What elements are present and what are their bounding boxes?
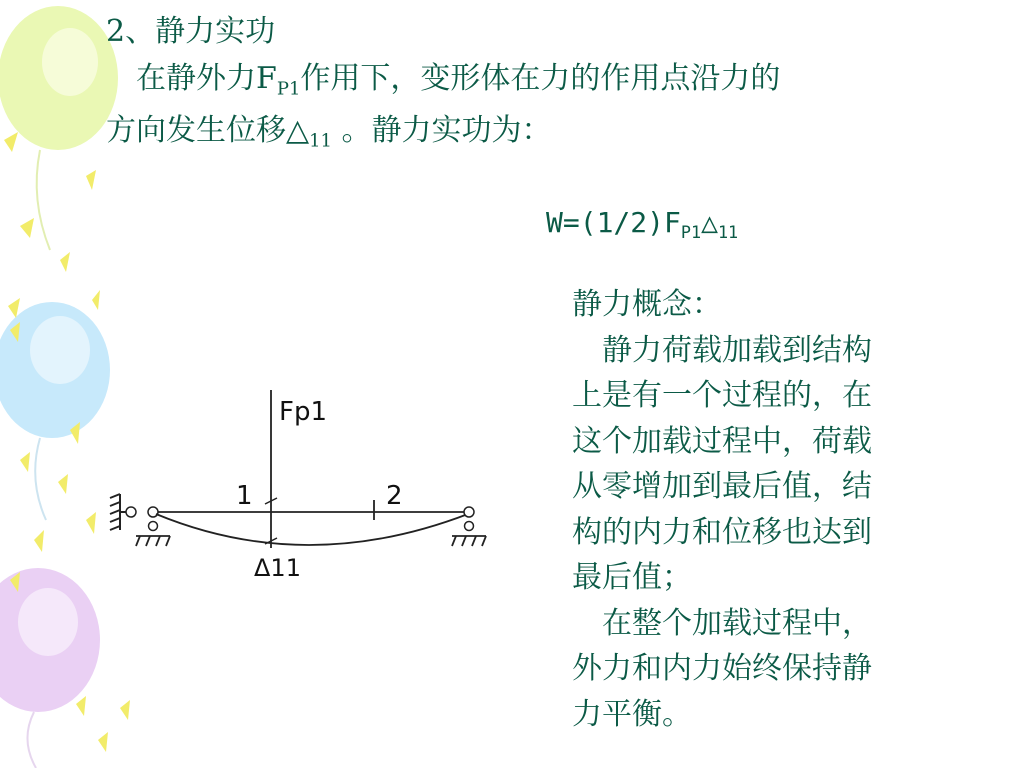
intro-paragraph (106, 58, 1006, 163)
concept-line: 最后值； (572, 560, 692, 595)
static-concept-block (572, 282, 982, 737)
concept-line: 力平衡。 (572, 696, 692, 732)
section-heading: 2、静力实功 (106, 14, 276, 49)
left-ground-support (136, 536, 170, 546)
intro-line-2: 方向发生位移$\triangle_{11}$ 。静力实功为： (106, 113, 552, 152)
force-label: Fp1 (279, 397, 328, 427)
concept-line: 从零增加到最后值，结 (572, 469, 872, 504)
concept-line: 在整个加载过程中， (572, 605, 872, 641)
work-formula: $W=(1/2)F_{P1}\triangle_{11}$ (546, 206, 739, 242)
right-hinge (464, 507, 474, 517)
point-2-label: 2 (386, 481, 403, 511)
point-1-label: 1 (236, 481, 253, 511)
left-wall-support (110, 494, 126, 530)
concept-line: 外力和内力始终保持静 (572, 651, 872, 686)
deflected-beam (156, 514, 468, 545)
concept-line: 静力荷载加载到结构 (572, 332, 872, 368)
deflection-label: Δ11 (254, 554, 301, 582)
left-hinge (148, 507, 158, 517)
beam-diagram (96, 380, 516, 590)
concept-line: 这个加载过程中，荷载 (572, 423, 872, 459)
right-ground-support (452, 536, 486, 546)
concept-line: 构的内力和位移也达到 (572, 514, 872, 550)
left-pin (126, 507, 136, 517)
concept-title: 静力概念： (572, 287, 722, 322)
concept-line: 上是有一个过程的，在 (572, 378, 872, 413)
intro-line-1: 在静外力$F_{P1}$作用下，变形体在力的作用点沿力的 (136, 61, 781, 100)
